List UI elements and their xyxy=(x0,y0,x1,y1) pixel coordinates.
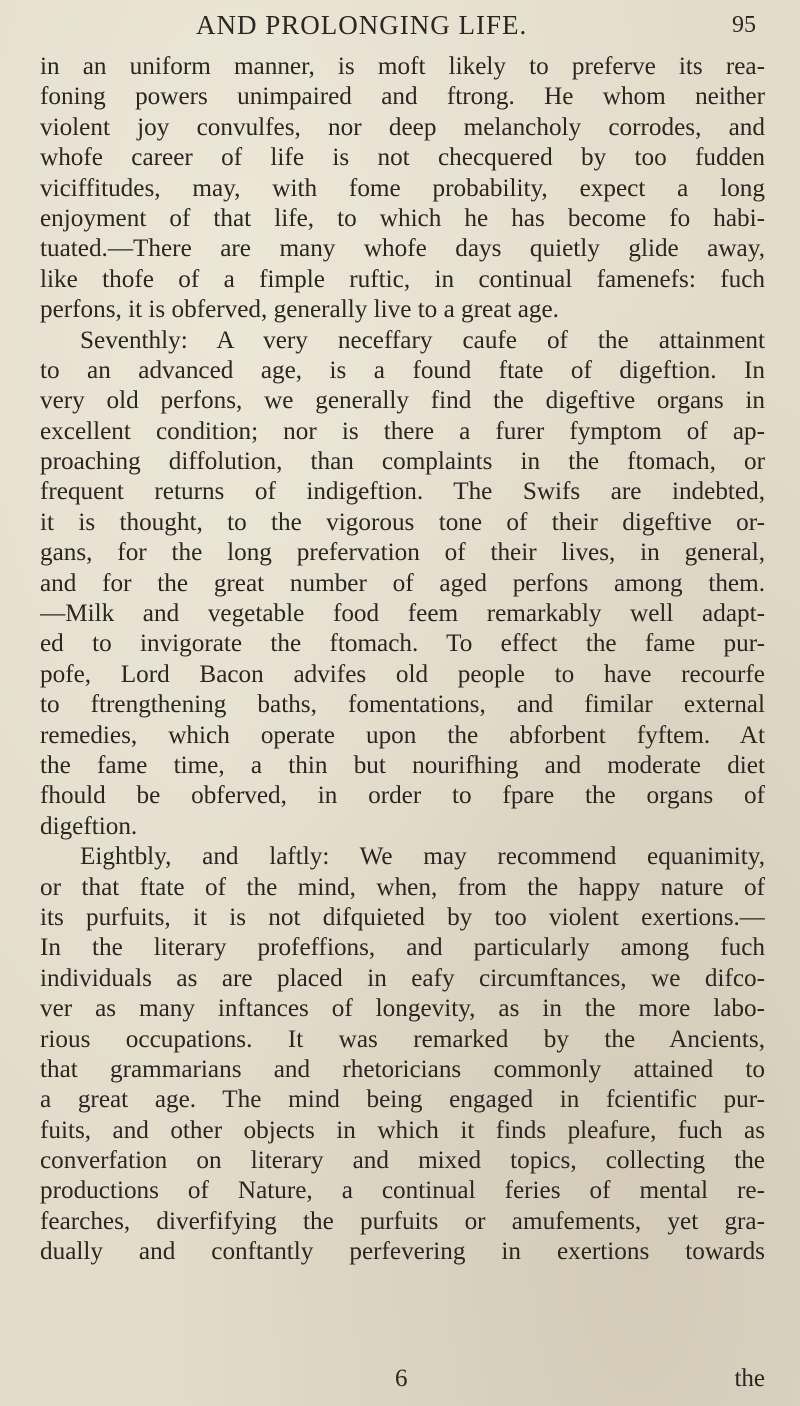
text-line: tuated.—There are many whofe days quietly glide away, xyxy=(40,235,765,263)
text-line: remedies, which operate upon the abforbent fyftem. At xyxy=(40,721,765,749)
text-line: individuals as are placed in eafy circumftances, we difco- xyxy=(40,964,765,992)
page-header xyxy=(196,10,756,50)
text-line: digeftion. xyxy=(40,812,138,840)
running-head: AND PROLONGING LIFE. xyxy=(196,10,528,40)
text-line: converfation on literary and mixed topics, collecting the xyxy=(40,1147,765,1175)
page-footer xyxy=(40,1365,765,1395)
text-line: in an uniform manner, is moft likely to preferve its rea- xyxy=(40,53,765,80)
page-number: 95 xyxy=(732,12,756,38)
text-line: a great age. The mind being engaged in fcientific pur- xyxy=(40,1086,765,1114)
body-text xyxy=(40,52,765,1268)
text-line: fearches, diverfifying the purfuits or amufements, yet gra- xyxy=(40,1207,765,1235)
text-line: and for the great number of aged perfons among them. xyxy=(40,569,765,597)
catchword: the xyxy=(734,1365,765,1392)
text-line: foning powers unimpaired and ftrong. He whom neither xyxy=(40,83,765,111)
text-line: to ftrengthening baths, fomentations, and fimilar external xyxy=(40,691,765,719)
text-line: viciffitudes, may, with fome probability, expect a long xyxy=(40,174,765,202)
text-line: fuits, and other objects in which it finds pleafure, fuch as xyxy=(40,1116,765,1144)
signature-mark: 6 xyxy=(395,1365,408,1392)
text-line: violent joy convulfes, nor deep melancholy corrodes, and xyxy=(40,113,765,141)
paragraph-start-line: Eightbly, and laftly: We may recommend equanimity, xyxy=(80,843,765,871)
text-line: ed to invigorate the ftomach. To effect the fame pur- xyxy=(40,630,765,658)
text-line: that grammarians and rhetoricians commonly attained to xyxy=(40,1055,765,1083)
text-line: frequent returns of indigeftion. The Swifs are indebted, xyxy=(40,478,765,506)
text-line: like thofe of a fimple ruftic, in continual famenefs: fuch xyxy=(40,265,765,293)
text-line: productions of Nature, a continual feries of mental re- xyxy=(40,1177,765,1205)
text-line: proaching diffolution, than complaints in the ftomach, or xyxy=(40,448,765,476)
text-line: pofe, Lord Bacon advifes old people to have recourfe xyxy=(40,660,765,688)
paragraph-start-line: Seventhly: A very neceffary caufe of the attainment xyxy=(80,326,765,354)
text-line: to an advanced age, is a found ftate of digeftion. In xyxy=(40,356,765,384)
text-line: ver as many inftances of longevity, as in the more labo- xyxy=(40,995,765,1023)
text-line: fhould be obferved, in order to fpare the organs of xyxy=(40,782,765,810)
text-line: its purfuits, it is not difquieted by too violent exertions.— xyxy=(40,903,765,931)
text-line: dually and conftantly perfevering in exertions towards xyxy=(40,1238,765,1266)
text-line: very old perfons, we generally find the digeftive organs in xyxy=(40,387,765,415)
text-line: —Milk and vegetable food feem remarkably well adapt- xyxy=(40,600,765,628)
text-line: whofe career of life is not checquered by too fudden xyxy=(40,144,765,172)
text-line: excellent condition; nor is there a furer fymptom of ap- xyxy=(40,417,765,445)
text-line: the fame time, a thin but nourifhing and moderate diet xyxy=(40,751,765,779)
text-line: gans, for the long prefervation of their lives, in general, xyxy=(40,539,765,567)
text-line: In the literary profeffions, and particularly among fuch xyxy=(40,934,765,962)
text-line: perfons, it is obferved, generally live to a great age. xyxy=(40,296,559,324)
text-line: it is thought, to the vigorous tone of their digeftive or- xyxy=(40,508,765,536)
text-line: enjoyment of that life, to which he has become fo habi- xyxy=(40,204,765,232)
text-line: rious occupations. It was remarked by the Ancients, xyxy=(40,1025,765,1053)
text-line: or that ftate of the mind, when, from the happy nature of xyxy=(40,873,765,901)
